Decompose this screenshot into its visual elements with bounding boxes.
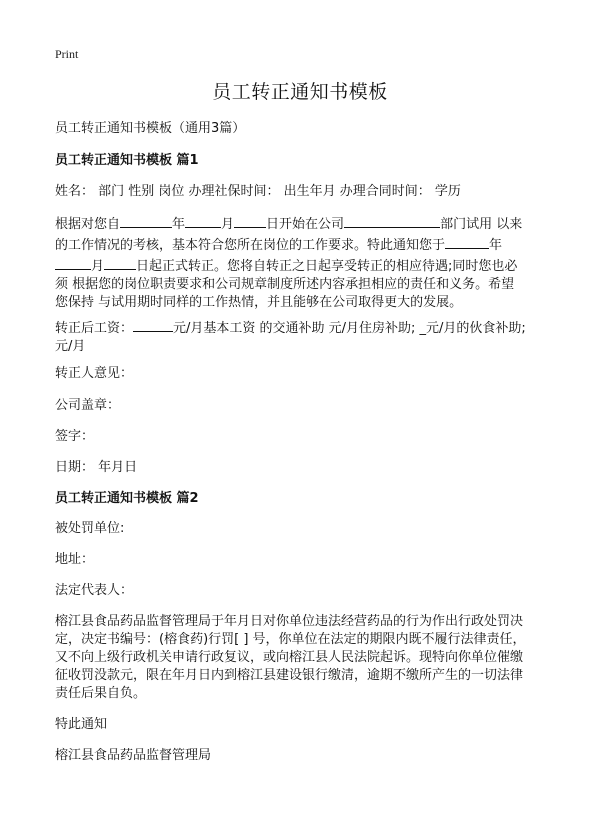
blank-field	[120, 213, 172, 228]
address-label: 地址：	[55, 552, 95, 567]
opinion-label: 转正人意见：	[55, 366, 134, 381]
punished-unit-label: 被处罚单位:	[55, 521, 125, 536]
legal-rep-label: 法定代表人：	[55, 583, 134, 598]
body-line: 榕江县食品药品监督管理局于年月日对你单位违法经营药品的行为作出行政处罚决	[55, 614, 524, 629]
para-line-4: 须 根据您的岗位职责要求和公司规章制度所述内容承担相应的责任和义务。希望	[55, 277, 515, 292]
body-line: 征收罚没款元，限在年月日内到榕江县建设银行缴清，逾期不缴所产生的一切法律	[55, 668, 524, 683]
para-line-2: 的工作情况的考核，基本符合您所在岗位的工作要求。特此通知您于 年	[55, 234, 555, 255]
salary-paragraph	[55, 317, 555, 356]
body-line: 定，决定书编号：(榕食药)行罚[ ] 号，你单位在法定的期限内既不履行法律责任，	[55, 632, 526, 647]
fields-line: 姓名： 部门 性别 岗位 办理社保时间： 出生年月 办理合同时间： 学历	[55, 184, 461, 199]
seal-label: 公司盖章：	[55, 398, 121, 413]
notice-line: 特此通知	[55, 717, 108, 732]
section1-paragraph	[55, 213, 555, 312]
blank-field	[344, 213, 440, 228]
blank-field	[104, 255, 136, 270]
section2-heading: 员工转正通知书模板 篇2	[55, 491, 199, 506]
blank-field	[55, 255, 91, 270]
para-line-1: 根据对您自 年 月 日开始在公司 部门试用 以来	[55, 213, 555, 234]
agency-name: 榕江县食品药品监督管理局	[55, 748, 212, 763]
blank-field	[445, 234, 489, 249]
print-label[interactable]: Print	[55, 47, 79, 61]
para-line-3: 月 日起正式转正。您将自转正之日起享受转正的相应待遇;同时您也必	[55, 255, 555, 276]
body-line: 又不向上级行政机关申请行政复议，或向榕江县人民法院起诉。现特向你单位催缴	[55, 650, 524, 665]
date-label: 日期： 年月日	[55, 460, 138, 475]
blank-field	[185, 213, 221, 228]
blank-field	[133, 317, 173, 332]
section1-heading: 员工转正通知书模板 篇1	[55, 153, 199, 168]
subtitle: 员工转正通知书模板（通用3篇）	[55, 121, 246, 136]
sign-label: 签字：	[55, 429, 95, 444]
page-title: 员工转正通知书模板	[212, 81, 388, 103]
para-line-5: 您保持 与试用期时同样的工作热情，并且能够在公司取得更大的发展。	[55, 295, 463, 310]
section2-paragraph	[55, 613, 555, 703]
salary-line-1: 转正后工资： 元/月基本工资 的交通补助 元/月住房补助; _元/月的伙食补助;	[55, 317, 555, 338]
blank-field	[234, 213, 266, 228]
body-line: 责任后果自负。	[55, 686, 147, 701]
salary-line-2: 元/月	[55, 339, 86, 354]
